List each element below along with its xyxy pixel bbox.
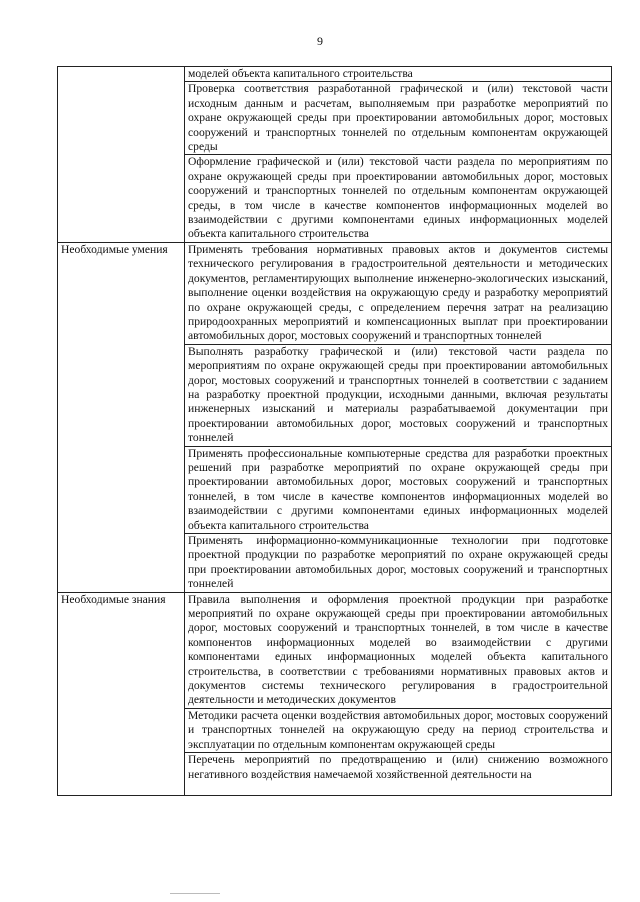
row-content: моделей объекта капитального строительства <box>185 67 612 82</box>
row-content: Методики расчета оценки воздействия автомобильных дорог, мостовых сооружений и транспортных тоннелей на окружающую среду на период строительства и эксплуатации по отдельным компонентам окружающей среды <box>185 708 612 752</box>
requirements-table <box>57 66 612 796</box>
row-content: Применять профессиональные компьютерные средства для разработки проектных решений при разработке мероприятий по охране окружающей среды при проектировании автомобильных дорог, мостовых сооружений и транспортных тоннелей, в том числе в качестве компонентов информационных моделей во взаимодействии с другими компонентами единых информационных моделей объекта капитального строительства <box>185 446 612 533</box>
row-content: Применять информационно-коммуникационные технологии при подготовке проектной продукции по разработке мероприятий по охране окружающей среды при проектировании автомобильных дорог, мостовых сооружений и транспортных тоннелей <box>185 534 612 593</box>
row-content: Правила выполнения и оформления проектной продукции при разработке мероприятий по охране окружающей среды при проектировании автомобильных дорог, мостовых сооружений и транспортных тоннелей, в том числе в качестве компонентов информационных моделей во взаимодействии с другими компонентами единых информационных моделей объекта капитального строительства, в соответствии с требованиями нормативных правовых актов и документов системы технического регулирования в градостроительной деятельности и методических документов <box>185 592 612 708</box>
section-label-knowledge: Необходимые знания <box>58 592 185 795</box>
row-content: Применять требования нормативных правовых актов и документов системы технического регулирования в градостроительной деятельности и методических документов, регламентирующих выполнение инженерно-экологических изысканий, выполнение оценки воздействия на окружающую среду и разработку мероприятий по охране окружающей среды, с определением перечня затрат на реализацию природоохранных мероприятий и компенсационных выплат при проектировании автомобильных дорог, мостовых сооружений и транспортных тоннелей <box>185 242 612 344</box>
table-row <box>58 67 612 82</box>
table-row <box>58 592 612 708</box>
scan-artifact <box>170 893 220 894</box>
row-content: Выполнять разработку графической и (или) текстовой части раздела по мероприятиям по охране окружающей среды при проектировании автомобильных дорог, мостовых сооружений и транспортных тоннелей в соответствии с заданием на разработку проектной продукции, исходными данными, включая результаты инженерных изысканий и материалы разрабатываемой документации при проектировании автомобильных дорог, мостовых сооружений и транспортных тоннелей <box>185 344 612 446</box>
row-content: Проверка соответствия разработанной графической и (или) текстовой части исходным данным и расчетам, выполняемым при разработке мероприятий по охране окружающей среды при проектировании автомобильных дорог, мостовых сооружений и транспортных тоннелей по отдельным компонентам окружающей среды <box>185 82 612 155</box>
row-content <box>185 753 612 796</box>
row-content: Оформление графической и (или) текстовой части раздела по мероприятиям по охране окружающей среды при проектировании автомобильных дорог, мостовых сооружений и транспортных тоннелей по отдельным компонентам окружающей среды, в том числе в качестве компонентов информационных моделей во взаимодействии с другими компонентами единых информационных моделей объекта капитального строительства <box>185 155 612 242</box>
row-content-text: Перечень мероприятий по предотвращению и (или) снижению возможного негативного воздействия намечаемой хозяйственной деятельности на <box>188 753 608 781</box>
row-label <box>58 67 185 243</box>
table-row <box>58 242 612 344</box>
section-label-skills: Необходимые умения <box>58 242 185 592</box>
page-number: 9 <box>317 34 323 48</box>
